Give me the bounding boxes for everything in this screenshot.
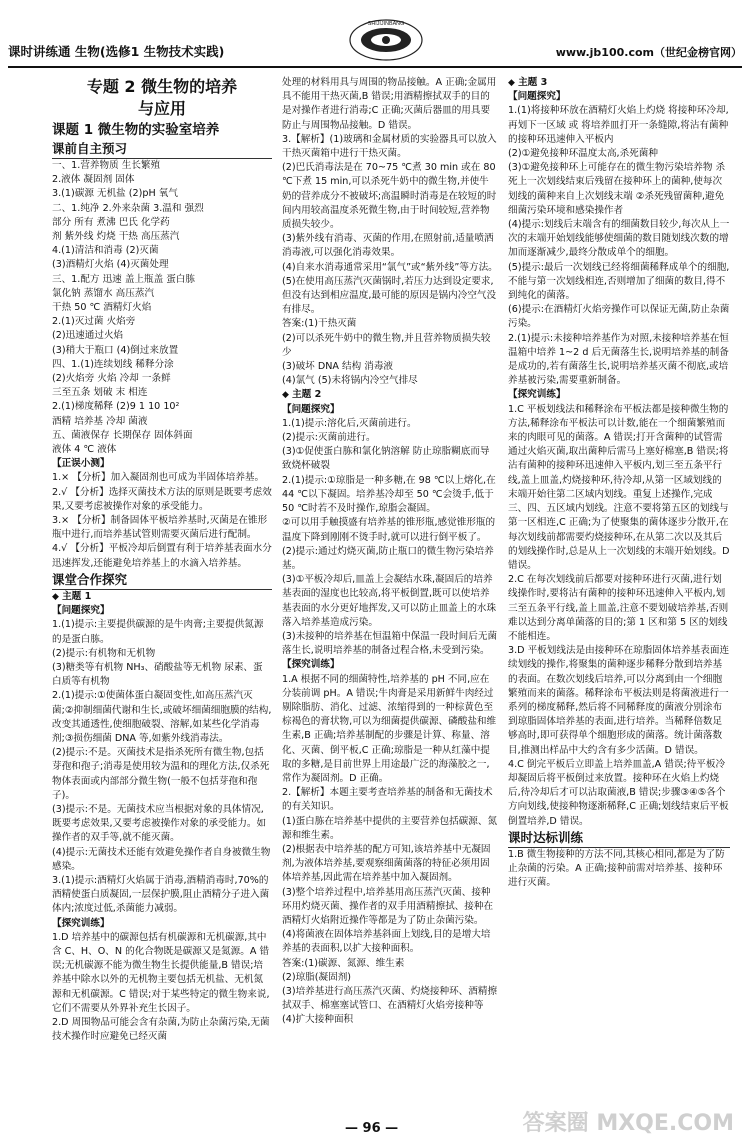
- text-line: 3.(1)提示:酒精灯火焰属于消毒,酒精消毒时,70%的酒精使蛋白质凝固,一层保护膜,阻止酒精分子进入菌体内;浓度过低,杀菌能力减弱。: [52, 874, 270, 915]
- subsection-heading: 【问题探究】: [52, 605, 110, 617]
- watermark: 答案圈 MXQE.COM: [522, 1111, 734, 1136]
- text-line: ②可以用手触摸盛有培养基的锥形瓶,感觉锥形瓶的温度下降到刚刚不烫手时,就可以进行倒平板了。: [282, 517, 496, 543]
- answer-block: [282, 76, 498, 388]
- topic-heading: ◆ 主题 2: [282, 388, 498, 402]
- text-line: 2.(1)提示:①琼脂是一种多糖,在 98 ℃以上熔化,在 44 ℃以下凝固。培养基冷却至 50 ℃会烫手,低于 50 ℃时若不及时操作,琼脂会凝固。: [282, 474, 496, 515]
- answer-block: [52, 159, 272, 457]
- text-line: (2)迅速通过火焰: [52, 330, 124, 342]
- text-line: 3.D 平板划线法是由接种环在琼脂固体培养基表面连续划线的操作,将聚集的菌种逐步稀释分散到培养基的表面。在数次划线后培养,可以分离到由一个细胞繁殖而来的菌落。稀释涂布平板法则是将菌液进行一系列的梯度稀释,然后将不同稀释度的菌液分别涂布到琼脂固体培养基的表面,进行培养。当稀释倍数足够高时,即可获得单个细胞形成的菌落。统计菌落数目,推测出样品中大约含有多少活菌。D 错误。: [508, 645, 730, 756]
- text-line: 2.√ 【分析】选择灭菌技术方法的原则是既要考虑效果,又要考虑被操作对象的承受能力。: [52, 486, 272, 512]
- answer-block: [508, 403, 730, 829]
- text-line: (5)在使用高压蒸汽灭菌锅时,若压力达到设定要求,但没有达到相应温度,最可能的原因是锅内冷空气没有排尽。: [282, 275, 497, 316]
- logo-lettering: SHIJIJINBANG: [367, 21, 405, 27]
- text-line: 1.(1)提示:主要提供碳源的是牛肉膏;主要提供氮源的是蛋白胨。: [52, 619, 264, 645]
- subsection-heading: 【正误小测】: [52, 458, 110, 470]
- answer-block: [508, 848, 730, 891]
- answer-block: [282, 417, 498, 658]
- chapter-title: 专题 2 微生物的培养: [86, 77, 238, 96]
- text-line: 1.A 根据不同的细菌特性,培养基的 pH 不同,应在分装前调 pH。A 错误;牛肉膏是采用新鲜牛肉经过剔除脂肪、消化、过滤、浓缩得到的一种棕黄色至棕褐色的膏状物,可以为细菌提供碳源、磷酸盐和维生素,B 正确;培养基制配的步骤是计算、称量、溶化、灭菌、倒平板,C 正确;琼脂是一种从红藻中提取的多糖,是目前世界上用途最广泛的海藻胶之一,常作为凝固剂。D 正确。: [282, 673, 497, 784]
- text-line: 三至五条 划破 末 相连: [52, 387, 148, 399]
- text-line: 1.(1)提示:溶化后,灭菌前进行。: [282, 417, 417, 429]
- section-heading: 课堂合作探究: [52, 571, 272, 590]
- header-rule: [8, 66, 742, 68]
- answer-block: [508, 104, 730, 388]
- text-line: 4.(1)清洁和消毒 (2)灭菌: [52, 245, 159, 257]
- subsection-heading: 【探究训练】: [508, 389, 566, 401]
- answer-block: [52, 618, 272, 916]
- text-line: 3.(1)碳源 无机盐 (2)pH 氧气: [52, 188, 178, 200]
- text-line: (2)琼脂(凝固剂): [282, 971, 352, 983]
- text-line: (4)将菌液在固体培养基斜面上划线,目的是增大培养基的表面积,以扩大接种面积。: [282, 929, 491, 955]
- answer-block: [52, 471, 272, 570]
- text-line: 4.C 倒完平板后立即盖上培养皿盖,A 错误;待平板冷却凝固后将平板倒过来放置。接种环在火焰上灼烧后,待冷却后才可以沾取菌液,B 错误;步骤③④⑤各个方向划线,使接种物逐渐稀释,C 正确;划线结束后平板倒置培养,D 错误。: [508, 758, 729, 827]
- answer-block: [282, 673, 498, 1028]
- text-line: (2)①避免接种环温度太高,杀死菌种: [508, 148, 658, 160]
- text-line: 1.× 【分析】加入凝固剂也可成为半固体培养基。: [52, 472, 265, 484]
- text-line: (1)蛋白胨在培养基中提供的主要营养包括碳源、氮源和维生素。: [282, 815, 498, 841]
- text-line: (3)未接种的培养基在恒温箱中保温一段时间后无菌落生长,说明培养基的制备过程合格,未受到污染。: [282, 630, 498, 657]
- text-line: 1.C 平板划线法和稀释涂布平板法都是接种微生物的方法,稀释涂布平板法可以计数,能在一个细菌繁殖而来的肉眼可见的菌落。A 错误;打开含菌种的试管需通过火焰灭菌,取出菌种后需马上塞好棉塞,B 错误;将沾有菌种的接种环迅速伸入平板内,划三至五条平行线,盖上皿盖,灼烧接种环,待冷却,从第一区域划线的末端开始往第二区域内划线。重复上述操作,完成三、四、五区域内划线。注意不要将第五区的划线与第一区相连,C 正确;为了使聚集的菌体逐步分散开,在每次划线前都需要灼烧接种环,在从第二次以及其后的划线操作时,总是从上一次划线的末端开始划线。D 错误。: [508, 403, 730, 571]
- text-line: 三、1.配方 迅速 盖上瓶盖 蛋白胨: [52, 273, 196, 285]
- text-line: 1.B 微生物接种的方法不同,其核心相同,都是为了防止杂菌的污染。A 正确;接种前需对培养基、接种环进行灭菌。: [508, 848, 725, 889]
- text-line: (3)①促使蛋白胨和氯化钠溶解 防止琼脂糊底而导致烧杯破裂: [282, 446, 490, 472]
- section-heading: 课时达标训练: [508, 829, 730, 848]
- text-line: 1.D 培养基中的碳源包括有机碳源和无机碳源,其中含 C、H、O、N 的化合物既是碳源又是氮源。A 错误;无机碳源不能为微生物生长提供能量,B 错误;培养基中除水以外的无机物主要包括无机盐、无机氮源和无机碳源。C 错误;对于某些特定的微生物来说,它们不需要从外界补充生长因子。: [52, 931, 270, 1014]
- text-line: (3)①避免接种环上可能存在的微生物污染培养物 杀死上一次划线结束后残留在接种环上的菌种,使每次划线的菌种来自上次划线末端 ②杀死残留菌种,避免细菌污染环境和感染操作者: [508, 162, 726, 216]
- text-line: 3.【解析】(1)玻璃和金属材质的实验器具可以放入干热灭菌箱中进行干热灭菌。: [282, 133, 497, 160]
- column-middle: [282, 76, 498, 1121]
- subsection-heading: 【问题探究】: [508, 91, 566, 103]
- text-line: 二、1.纯净 2.外来杂菌 3.温和 强烈: [52, 202, 204, 214]
- header-website: www.jb100.com（世纪金榜官网）: [555, 46, 742, 59]
- text-line: (2)可以杀死牛奶中的微生物,并且营养物质损失较少: [282, 332, 491, 358]
- brand-logo: [348, 18, 424, 62]
- lesson-title: 课题 1 微生物的实验室培养: [52, 122, 220, 138]
- text-line: (2)提示:有机物和无机物: [52, 647, 156, 659]
- page-header: [8, 21, 742, 66]
- section-heading: 课前自主预习: [52, 140, 272, 159]
- text-line: 剂 紫外线 灼烧 干热 高压蒸汽: [52, 231, 180, 243]
- column-right: [508, 76, 730, 1121]
- text-line: (3)提示:不是。无菌技术应当根据对象的具体情况,既要考虑效果,又要考虑被操作对象的承受能力。如操作者的双手等,就不能灭菌。: [52, 803, 267, 844]
- text-line: 2.(1)提示:未接种培养基作为对照,未接种培养基在恒温箱中培养 1~2 d 后无菌落生长,说明培养基的制备是成功的,若有菌落生长,说明培养基灭菌不彻底,或培养基被污染,需要重新制备。: [508, 332, 729, 387]
- text-line: 答案:(1)碳源、氮源、维生素: [282, 957, 405, 969]
- subsection-heading: 【探究训练】: [282, 659, 340, 671]
- topic-heading: ◆ 主题 1: [52, 590, 272, 604]
- text-line: 2.(1)灭过菌 火焰旁: [52, 316, 136, 328]
- text-line: 部分 所有 煮沸 巴氏 化学药: [52, 216, 170, 228]
- text-line: (2)巴氏消毒法是在 70~75 ℃煮 30 min 或在 80 ℃下煮 15 min,可以杀死牛奶中的微生物,并使牛奶的营养成分不被破坏;高温瞬时消毒是在较短的时间内用较高温度杀死微生物,由于时间较短,营养物质损失较少。: [282, 162, 497, 231]
- text-line: (2)提示:不是。灭菌技术是指杀死所有微生物,包括芽孢和孢子;消毒是使用较为温和的理化方法,仅杀死物体表面或内部部分微生物(一般不包括芽孢和孢子)。: [52, 747, 270, 801]
- text-line: 4.√ 【分析】平板冷却后倒置有利于培养基表面水分迅速挥发,还能避免培养基上的水滴入培养基。: [52, 543, 272, 569]
- text-line: 2.【解析】本题主要考查培养基的制备和无菌技术的有关知识。: [282, 787, 493, 813]
- text-line: 氯化钠 蒸馏水 高压蒸汽: [52, 287, 155, 299]
- text-line: 酒精 培养基 冷却 菌液: [52, 415, 148, 427]
- subsection-heading: 【问题探究】: [282, 403, 340, 415]
- text-line: 2.(1)提示:①使菌体蛋白凝固变性,如高压蒸汽灭菌;②抑制细菌代谢和生长,或破坏细菌细胞膜的结构,改变其通透性,使细胞破裂、溶解,如某些化学消毒剂;③损伤细菌 DNA 等,如紫外线消毒法。: [52, 690, 272, 744]
- text-line: (3)培养基进行高压蒸汽灭菌、灼烧接种环、酒精擦拭双手、棉塞塞试管口、在酒精灯火焰旁接种等: [282, 986, 498, 1012]
- text-line: 四、1.(1)连续划线 稀释分涂: [52, 358, 174, 370]
- text-line: (5)提示:最后一次划线已经将细菌稀释成单个的细胞,不能与第一次划线相连,否则增加了细菌的数目,得不到纯化的菌落。: [508, 261, 730, 302]
- text-line: (2)火焰旁 火焰 冷却 一条鲜: [52, 373, 171, 385]
- text-line: (4)氯气 (5)未将锅内冷空气排尽: [282, 375, 418, 387]
- text-line: (3)稍大于瓶口 (4)倒过来放置: [52, 344, 179, 356]
- text-line: 干热 50 ℃ 酒精灯火焰: [52, 302, 152, 314]
- text-line: 液体 4 ℃ 液体: [52, 444, 117, 456]
- column-left: [52, 76, 272, 1121]
- text-line: 2.C 在每次划线前后都要对接种环进行灭菌,进行划线操作时,要将沾有菌种的接种环迅速伸入平板内,划三至五条平行线,盖上皿盖,注意不要划破培养基,否则难以达到分离单菌落的目的;第 1 区和第 5 区的划线不能相连。: [508, 574, 729, 642]
- text-line: 3.× 【分析】制备固体平板培养基时,灭菌是在锥形瓶中进行,而培养基试管则需要灭菌后进行配制。: [52, 515, 268, 541]
- text-line: (3)破坏 DNA 结构 消毒液: [282, 361, 394, 373]
- text-line: (3)①平板冷却后,皿盖上会凝结水珠,凝固后的培养基表面的湿度也比较高,将平板倒置,既可以使培养基表面的水分更好地挥发,又可以防止皿盖上的水珠落入培养基造成污染。: [282, 574, 497, 628]
- header-book-title: 课时讲练通 生物(选修1 生物技术实践): [8, 44, 225, 59]
- text-line: 2.液体 凝固剂 固体: [52, 174, 135, 186]
- text-line: (4)提示:划线后末端含有的细菌数目较少,每次从上一次的末端开始划线能够使细菌的数目随划线次数的增加而逐渐减少,最终分散成单个的细胞。: [508, 219, 730, 259]
- text-line: 一、1.营养物质 生长繁殖: [52, 160, 161, 171]
- text-line: (3)整个培养过程中,培养基用高压蒸汽灭菌、接种环用灼烧灭菌、操作者的双手用酒精擦拭、接种在酒精灯火焰附近操作等都是为了防止杂菌污染。: [282, 886, 494, 926]
- text-line: (4)扩大接种面积: [282, 1014, 354, 1026]
- text-line: (4)自来水消毒通常采用“氯气”或“紫外线”等方法。: [282, 261, 498, 273]
- text-line: (3)糖类等有机物 NH₃、硝酸盐等无机物 尿素、蛋白质等有机物: [52, 661, 263, 688]
- text-line: (3)酒精灯火焰 (4)灭菌处理: [52, 259, 169, 271]
- text-line: (3)紫外线有消毒、灭菌的作用,在照射前,适量喷洒消毒液,可以强化消毒效果。: [282, 233, 494, 259]
- text-line: 1.(1)将接种环放在酒精灯火焰上灼烧 将接种环冷却,再划下一区域 或 将培养皿打开一条缝隙,将沾有菌种的接种环迅速伸入平板内: [508, 105, 729, 145]
- text-line: (2)提示:灭菌前进行。: [282, 432, 376, 444]
- text-line: 答案:(1)干热灭菌: [282, 318, 357, 330]
- text-line: 处理的材料用具与周围的物品接触。A 正确;金属用具不能用干热灭菌,B 错误;用酒精擦拭双手的目的是对操作者进行消毒;C 正确;灭菌后器皿的用具要防止与周围物品接触。D 错误。: [282, 77, 497, 131]
- subsection-heading: 【探究训练】: [52, 917, 110, 929]
- text-line: 2.(1)梯度稀释 (2)9 1 10 10²: [52, 401, 180, 413]
- text-line: (6)提示:在酒精灯火焰旁操作可以保证无菌,防止杂菌污染。: [508, 304, 730, 330]
- chapter-title-cont: 与应用: [137, 99, 186, 118]
- text-line: (2)提示:通过灼烧灭菌,防止瓶口的微生物污染培养基。: [282, 545, 494, 571]
- page-number: — 96 —: [345, 1121, 399, 1136]
- text-line: (4)提示:无菌技术还能有效避免操作者自身被微生物感染。: [52, 846, 271, 872]
- text-line: (2)根据表中培养基的配方可知,该培养基中无凝固剂,为液体培养基,要观察细菌菌落的特征必须用固体培养基,因此需在培养基中加入凝固剂。: [282, 843, 491, 884]
- answer-block: [52, 931, 272, 1045]
- text-line: 2.D 周围物品可能会含有杂菌,为防止杂菌污染,无菌技术操作时应避免已经灭菌: [52, 1016, 270, 1043]
- text-line: 五、菌液保存 长期保存 固体斜面: [52, 429, 193, 441]
- topic-heading: ◆ 主题 3: [508, 76, 730, 90]
